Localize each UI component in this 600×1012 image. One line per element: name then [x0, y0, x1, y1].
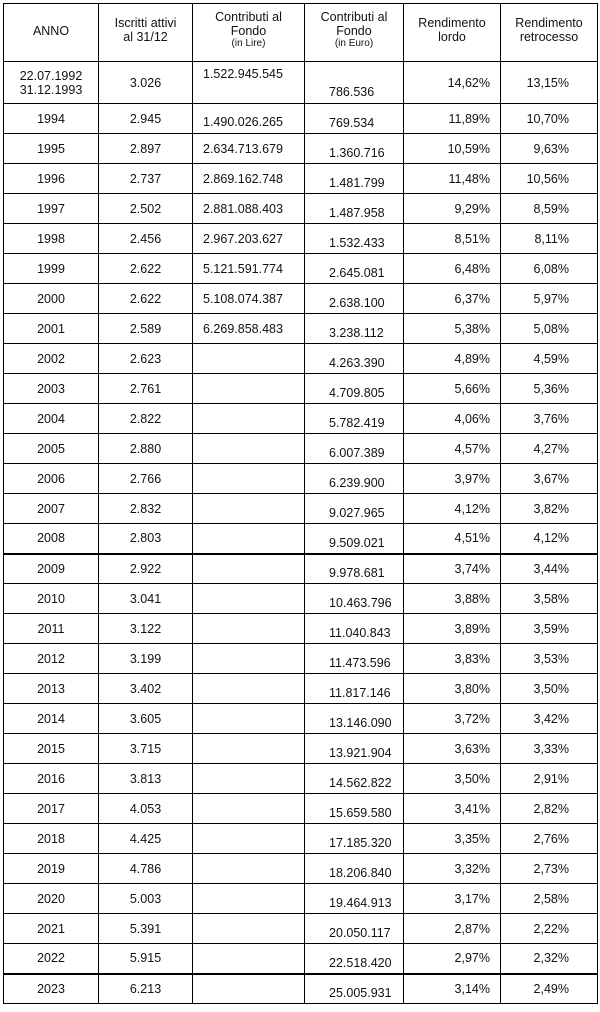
cell-anno: 2009 — [4, 554, 99, 584]
cell-iscritti: 2.456 — [99, 224, 193, 254]
cell-contributi-euro: 13.921.904 — [305, 734, 404, 764]
cell-iscritti: 2.945 — [99, 104, 193, 134]
table-header — [4, 4, 598, 62]
cell-contributi-lire — [193, 344, 305, 374]
cell-rendimento-retrocesso: 6,08% — [501, 254, 598, 284]
cell-contributi-lire — [193, 674, 305, 704]
cell-rendimento-retrocesso: 3,59% — [501, 614, 598, 644]
cell-iscritti: 3.122 — [99, 614, 193, 644]
table-row — [4, 944, 598, 974]
cell-contributi-lire: 2.634.713.679 — [193, 134, 305, 164]
cell-contributi-euro: 1.360.716 — [305, 134, 404, 164]
cell-anno: 1999 — [4, 254, 99, 284]
cell-contributi-lire — [193, 914, 305, 944]
cell-iscritti: 2.622 — [99, 284, 193, 314]
cell-anno: 2020 — [4, 884, 99, 914]
cell-contributi-lire — [193, 494, 305, 524]
cell-iscritti: 4.786 — [99, 854, 193, 884]
cell-contributi-euro: 9.027.965 — [305, 494, 404, 524]
cell-iscritti: 4.425 — [99, 824, 193, 854]
table-row — [4, 644, 598, 674]
cell-iscritti: 3.026 — [99, 62, 193, 104]
table-row — [4, 764, 598, 794]
cell-iscritti: 2.922 — [99, 554, 193, 584]
cell-rendimento-retrocesso: 2,76% — [501, 824, 598, 854]
cell-iscritti: 5.391 — [99, 914, 193, 944]
cell-iscritti: 4.053 — [99, 794, 193, 824]
cell-rendimento-lordo: 3,17% — [404, 884, 501, 914]
cell-contributi-euro: 1.532.433 — [305, 224, 404, 254]
cell-contributi-euro: 769.534 — [305, 104, 404, 134]
table-row — [4, 404, 598, 434]
cell-rendimento-retrocesso: 3,67% — [501, 464, 598, 494]
cell-rendimento-retrocesso: 9,63% — [501, 134, 598, 164]
table-row — [4, 314, 598, 344]
cell-iscritti: 3.199 — [99, 644, 193, 674]
cell-rendimento-lordo: 4,89% — [404, 344, 501, 374]
cell-iscritti: 3.605 — [99, 704, 193, 734]
cell-rendimento-retrocesso: 3,76% — [501, 404, 598, 434]
table-row — [4, 914, 598, 944]
cell-contributi-lire — [193, 374, 305, 404]
cell-contributi-lire: 1.490.026.265 — [193, 104, 305, 134]
cell-anno: 2021 — [4, 914, 99, 944]
cell-rendimento-retrocesso: 4,59% — [501, 344, 598, 374]
header-contributi-lire: Contributi al Fondo (in Lire) — [193, 4, 305, 62]
cell-contributi-euro: 11.817.146 — [305, 674, 404, 704]
cell-contributi-lire: 2.881.088.403 — [193, 194, 305, 224]
cell-rendimento-retrocesso: 5,36% — [501, 374, 598, 404]
cell-contributi-lire — [193, 614, 305, 644]
cell-contributi-lire — [193, 884, 305, 914]
cell-contributi-lire — [193, 854, 305, 884]
cell-anno: 2007 — [4, 494, 99, 524]
cell-anno: 2005 — [4, 434, 99, 464]
table-row — [4, 614, 598, 644]
table-row — [4, 854, 598, 884]
table-row — [4, 224, 598, 254]
cell-rendimento-lordo: 4,51% — [404, 524, 501, 554]
table-row — [4, 974, 598, 1004]
cell-contributi-lire — [193, 734, 305, 764]
cell-rendimento-lordo: 3,63% — [404, 734, 501, 764]
cell-contributi-euro: 1.481.799 — [305, 164, 404, 194]
cell-contributi-lire — [193, 524, 305, 554]
cell-contributi-lire — [193, 584, 305, 614]
cell-anno: 2013 — [4, 674, 99, 704]
cell-rendimento-retrocesso: 8,11% — [501, 224, 598, 254]
cell-iscritti: 3.041 — [99, 584, 193, 614]
cell-rendimento-retrocesso: 4,27% — [501, 434, 598, 464]
cell-contributi-lire — [193, 824, 305, 854]
cell-iscritti: 2.502 — [99, 194, 193, 224]
cell-rendimento-lordo: 6,37% — [404, 284, 501, 314]
cell-rendimento-retrocesso: 2,49% — [501, 974, 598, 1004]
cell-contributi-euro: 11.473.596 — [305, 644, 404, 674]
cell-rendimento-lordo: 4,12% — [404, 494, 501, 524]
table-row — [4, 524, 598, 554]
cell-contributi-euro: 22.518.420 — [305, 944, 404, 974]
cell-contributi-lire: 5.121.591.774 — [193, 254, 305, 284]
cell-anno: 2016 — [4, 764, 99, 794]
cell-iscritti: 5.003 — [99, 884, 193, 914]
cell-rendimento-retrocesso: 3,82% — [501, 494, 598, 524]
table-row — [4, 674, 598, 704]
cell-anno: 2017 — [4, 794, 99, 824]
table-row — [4, 134, 598, 164]
cell-iscritti: 2.622 — [99, 254, 193, 284]
cell-contributi-euro: 11.040.843 — [305, 614, 404, 644]
cell-rendimento-retrocesso: 5,97% — [501, 284, 598, 314]
table-row — [4, 104, 598, 134]
header-contributi-euro: Contributi al Fondo (in Euro) — [305, 4, 404, 62]
cell-rendimento-retrocesso: 3,58% — [501, 584, 598, 614]
cell-rendimento-lordo: 3,89% — [404, 614, 501, 644]
cell-rendimento-lordo: 3,88% — [404, 584, 501, 614]
header-iscritti: Iscritti attivi al 31/12 — [99, 4, 193, 62]
cell-rendimento-lordo: 4,06% — [404, 404, 501, 434]
cell-rendimento-lordo: 3,97% — [404, 464, 501, 494]
cell-contributi-lire — [193, 464, 305, 494]
cell-iscritti: 2.897 — [99, 134, 193, 164]
cell-contributi-euro: 9.509.021 — [305, 524, 404, 554]
cell-rendimento-lordo: 11,48% — [404, 164, 501, 194]
cell-rendimento-lordo: 2,97% — [404, 944, 501, 974]
cell-anno: 2014 — [4, 704, 99, 734]
cell-contributi-euro: 14.562.822 — [305, 764, 404, 794]
cell-rendimento-retrocesso: 4,12% — [501, 524, 598, 554]
cell-rendimento-retrocesso: 3,44% — [501, 554, 598, 584]
cell-rendimento-retrocesso: 10,56% — [501, 164, 598, 194]
cell-rendimento-retrocesso: 3,53% — [501, 644, 598, 674]
cell-anno: 1994 — [4, 104, 99, 134]
cell-anno: 2019 — [4, 854, 99, 884]
cell-rendimento-lordo: 3,14% — [404, 974, 501, 1004]
cell-anno: 2015 — [4, 734, 99, 764]
cell-anno: 1995 — [4, 134, 99, 164]
cell-iscritti: 2.832 — [99, 494, 193, 524]
cell-rendimento-retrocesso: 8,59% — [501, 194, 598, 224]
cell-iscritti: 2.623 — [99, 344, 193, 374]
cell-rendimento-retrocesso: 3,33% — [501, 734, 598, 764]
cell-anno: 2010 — [4, 584, 99, 614]
cell-anno: 22.07.1992 31.12.1993 — [4, 62, 99, 104]
table-row — [4, 554, 598, 584]
cell-anno: 2022 — [4, 944, 99, 974]
cell-contributi-lire — [193, 764, 305, 794]
table-row — [4, 884, 598, 914]
cell-contributi-euro: 6.239.900 — [305, 464, 404, 494]
cell-contributi-lire — [193, 794, 305, 824]
cell-rendimento-lordo: 3,32% — [404, 854, 501, 884]
cell-contributi-lire — [193, 704, 305, 734]
table-row — [4, 344, 598, 374]
cell-contributi-euro: 19.464.913 — [305, 884, 404, 914]
table-body — [4, 62, 598, 1004]
cell-contributi-lire — [193, 404, 305, 434]
header-rendimento-lordo: Rendimento lordo — [404, 4, 501, 62]
cell-contributi-euro: 4.263.390 — [305, 344, 404, 374]
cell-rendimento-retrocesso: 3,50% — [501, 674, 598, 704]
cell-rendimento-retrocesso: 2,32% — [501, 944, 598, 974]
cell-anno: 2000 — [4, 284, 99, 314]
table-row — [4, 194, 598, 224]
cell-iscritti: 2.766 — [99, 464, 193, 494]
cell-rendimento-retrocesso: 5,08% — [501, 314, 598, 344]
cell-contributi-lire: 5.108.074.387 — [193, 284, 305, 314]
cell-contributi-euro: 17.185.320 — [305, 824, 404, 854]
cell-rendimento-lordo: 2,87% — [404, 914, 501, 944]
cell-contributi-euro: 4.709.805 — [305, 374, 404, 404]
cell-iscritti: 2.803 — [99, 524, 193, 554]
table-row — [4, 62, 598, 104]
cell-iscritti: 6.213 — [99, 974, 193, 1004]
cell-rendimento-retrocesso: 13,15% — [501, 62, 598, 104]
cell-rendimento-lordo: 3,35% — [404, 824, 501, 854]
cell-rendimento-lordo: 3,50% — [404, 764, 501, 794]
cell-contributi-euro: 13.146.090 — [305, 704, 404, 734]
cell-rendimento-lordo: 8,51% — [404, 224, 501, 254]
header-anno: ANNO — [4, 4, 99, 62]
cell-contributi-lire — [193, 644, 305, 674]
cell-rendimento-retrocesso: 3,42% — [501, 704, 598, 734]
cell-contributi-lire: 6.269.858.483 — [193, 314, 305, 344]
cell-rendimento-lordo: 14,62% — [404, 62, 501, 104]
cell-anno: 2003 — [4, 374, 99, 404]
cell-anno: 2001 — [4, 314, 99, 344]
cell-contributi-lire — [193, 434, 305, 464]
fund-table — [3, 3, 598, 1004]
cell-anno: 2002 — [4, 344, 99, 374]
cell-contributi-lire — [193, 974, 305, 1004]
cell-rendimento-retrocesso: 2,22% — [501, 914, 598, 944]
cell-iscritti: 2.880 — [99, 434, 193, 464]
cell-contributi-euro: 6.007.389 — [305, 434, 404, 464]
cell-iscritti: 3.402 — [99, 674, 193, 704]
cell-contributi-euro: 9.978.681 — [305, 554, 404, 584]
cell-anno: 1997 — [4, 194, 99, 224]
cell-contributi-euro: 2.638.100 — [305, 284, 404, 314]
cell-rendimento-lordo: 4,57% — [404, 434, 501, 464]
table-row — [4, 584, 598, 614]
table-row — [4, 494, 598, 524]
table-row — [4, 824, 598, 854]
cell-anno: 2012 — [4, 644, 99, 674]
header-rendimento-retrocesso: Rendimento retrocesso — [501, 4, 598, 62]
cell-iscritti: 5.915 — [99, 944, 193, 974]
cell-anno: 2004 — [4, 404, 99, 434]
cell-rendimento-lordo: 3,74% — [404, 554, 501, 584]
cell-contributi-euro: 1.487.958 — [305, 194, 404, 224]
cell-contributi-lire — [193, 554, 305, 584]
table-row — [4, 794, 598, 824]
table-row — [4, 464, 598, 494]
cell-contributi-lire: 1.522.945.545 — [193, 62, 305, 104]
table-row — [4, 734, 598, 764]
cell-contributi-euro: 3.238.112 — [305, 314, 404, 344]
cell-rendimento-lordo: 5,38% — [404, 314, 501, 344]
table-row — [4, 254, 598, 284]
cell-iscritti: 3.813 — [99, 764, 193, 794]
cell-iscritti: 2.737 — [99, 164, 193, 194]
cell-rendimento-retrocesso: 2,58% — [501, 884, 598, 914]
table-row — [4, 374, 598, 404]
cell-anno: 2018 — [4, 824, 99, 854]
cell-rendimento-lordo: 9,29% — [404, 194, 501, 224]
table-row — [4, 284, 598, 314]
cell-contributi-euro: 2.645.081 — [305, 254, 404, 284]
cell-contributi-euro: 18.206.840 — [305, 854, 404, 884]
cell-anno: 1996 — [4, 164, 99, 194]
cell-anno: 1998 — [4, 224, 99, 254]
table-row — [4, 704, 598, 734]
cell-contributi-lire: 2.967.203.627 — [193, 224, 305, 254]
cell-contributi-lire: 2.869.162.748 — [193, 164, 305, 194]
cell-rendimento-retrocesso: 2,91% — [501, 764, 598, 794]
cell-rendimento-lordo: 3,80% — [404, 674, 501, 704]
cell-rendimento-lordo: 3,41% — [404, 794, 501, 824]
cell-rendimento-lordo: 3,83% — [404, 644, 501, 674]
cell-anno: 2023 — [4, 974, 99, 1004]
cell-rendimento-lordo: 5,66% — [404, 374, 501, 404]
cell-contributi-euro: 25.005.931 — [305, 974, 404, 1004]
cell-contributi-euro: 10.463.796 — [305, 584, 404, 614]
cell-rendimento-retrocesso: 10,70% — [501, 104, 598, 134]
cell-rendimento-lordo: 11,89% — [404, 104, 501, 134]
cell-iscritti: 2.761 — [99, 374, 193, 404]
table-row — [4, 164, 598, 194]
cell-anno: 2006 — [4, 464, 99, 494]
cell-anno: 2011 — [4, 614, 99, 644]
cell-rendimento-lordo: 10,59% — [404, 134, 501, 164]
cell-anno: 2008 — [4, 524, 99, 554]
table-container — [3, 3, 598, 1004]
table-row — [4, 434, 598, 464]
cell-rendimento-lordo: 6,48% — [404, 254, 501, 284]
cell-iscritti: 3.715 — [99, 734, 193, 764]
cell-iscritti: 2.822 — [99, 404, 193, 434]
cell-rendimento-retrocesso: 2,82% — [501, 794, 598, 824]
cell-contributi-lire — [193, 944, 305, 974]
cell-contributi-euro: 786.536 — [305, 62, 404, 104]
cell-contributi-euro: 5.782.419 — [305, 404, 404, 434]
cell-contributi-euro: 15.659.580 — [305, 794, 404, 824]
cell-contributi-euro: 20.050.117 — [305, 914, 404, 944]
cell-iscritti: 2.589 — [99, 314, 193, 344]
cell-rendimento-lordo: 3,72% — [404, 704, 501, 734]
cell-rendimento-retrocesso: 2,73% — [501, 854, 598, 884]
